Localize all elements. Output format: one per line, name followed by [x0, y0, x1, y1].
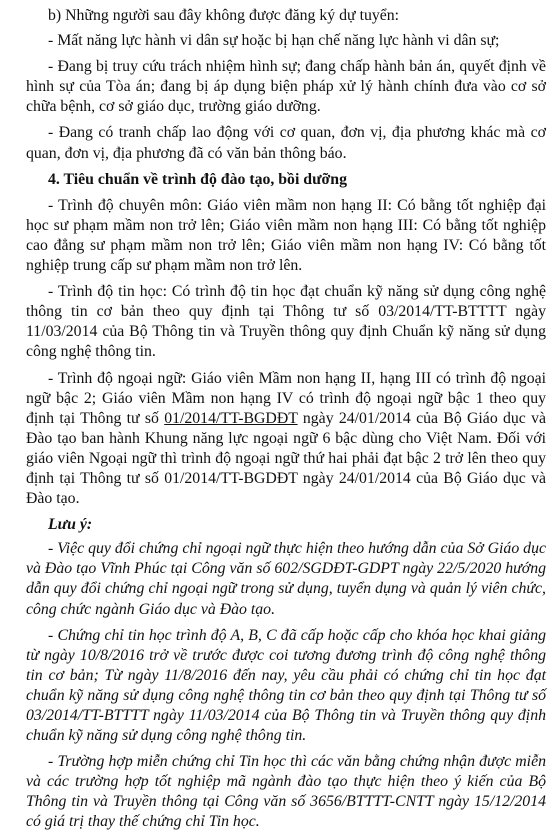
circular-reference-link[interactable]: 01/2014/TT-BGDĐT	[164, 409, 298, 427]
note-it-certificate: - Chứng chỉ tin học trình độ A, B, C đã cấp hoặc cấp cho khóa học khai giảng từ ngày 10/8/2016 trở về trước được coi tương đương trình độ công nghệ thông tin cơ bản; Từ ngày 11/8/2016 đến nay, yêu cầu phải có chứng chỉ tin học đạt chuẩn kỹ năng sử dụng công nghệ thông tin cơ bản theo quy định tại Thông tư số 03/2014/TT-BTTTT ngày 11/03/2014 của Bộ Thông tin và Truyền thông quy định chuẩn kỹ năng sử dụng công nghệ thông tin.	[26, 626, 546, 745]
paragraph-foreign-language	[26, 369, 546, 510]
notes-title: Lưu ý:	[48, 516, 93, 534]
paragraph-labor-dispute: - Đang có tranh chấp lao động với cơ quan, đơn vị, địa phương khác mà cơ quan, đơn vị, địa phương đã có văn bản thông báo.	[26, 124, 546, 162]
paragraph-professional-qualification: - Trình độ chuyên môn: Giáo viên mầm non hạng II: Có bằng tốt nghiệp đại học sư phạm mầm non trở lên; Giáo viên mầm non hạng III: Có bằng tốt nghiệp cao đẳng sư phạm mầm non trở lên; Giáo viên mầm non hạng IV: Có bằng tốt nghiệp trung cấp sư phạm mầm non trở lên.	[26, 196, 546, 275]
note-it-exemption: - Trường hợp miễn chứng chỉ Tin học thì các văn bằng chứng nhận được miễn và các trường hợp tốt nghiệp mã ngành đào tạo thực hiện theo ý kiến của Bộ Thông tin và Truyền thông tại Công văn số 3656/BTTTT-CNTT ngày 15/12/2014 có giá trị thay thế chứng chỉ Tin học.	[26, 753, 546, 831]
paragraph-criminal-liability: - Đang bị truy cứu trách nhiệm hình sự; đang chấp hành bản án, quyết định về hình sự của Tòa án; đang bị áp dụng biện pháp xử lý hành chính đưa vào cơ sở chữa bệnh, cơ sở giáo dục, trường giáo dưỡng.	[26, 58, 546, 116]
note-language-conversion: - Việc quy đổi chứng chỉ ngoại ngữ thực hiện theo hướng dẫn của Sở Giáo dục và Đào tạo Vĩnh Phúc tại Công văn số 602/SGDĐT-GDPT ngày 22/5/2020 hướng dẫn quy đổi chứng chỉ ngoại ngữ trong sử dụng, tuyển dụng và quản lý viên chức, công chức ngành Giáo dục và Đào tạo.	[26, 540, 546, 618]
paragraph-civil-capacity: - Mất năng lực hành vi dân sự hoặc bị hạn chế năng lực hành vi dân sự;	[48, 32, 500, 50]
foreign-language-text-end: ngày 24/01/2014 của Bộ Giáo dục và Đào tạo ban hành Khung năng lực ngoại ngữ 6 bậc dùng cho Việt Nam. Đối với giáo viên Ngoại ngữ thì trình độ ngoại ngữ thứ hai phải đạt bậc 2 trở lên theo quy định tại Thông tư số 01/2014/TT-BGDĐT ngày 24/01/2014 của Bộ Giáo dục và Đào tạo.	[26, 409, 546, 508]
foreign-language-text-start: - Trình độ ngoại ngữ: Giáo viên Mầm non hạng II, hạng III có trình độ ngoại ngữ bậc 2; Giáo viên Mầm non hạng IV có trình độ ngoại ngữ bậc 1 theo quy định tại Thông tư số	[26, 369, 546, 427]
paragraph-ineligible-intro: b) Những người sau đây không được đăng ký dự tuyển:	[48, 7, 400, 24]
section-4-heading: 4. Tiêu chuẩn về trình độ đào tạo, bồi dưỡng	[48, 170, 347, 188]
paragraph-it-qualification: - Trình độ tin học: Có trình độ tin học đạt chuẩn kỹ năng sử dụng công nghệ thông tin cơ bản theo quy định tại Thông tư số 03/2014/TT-BTTTT ngày 11/03/2014 của Bộ Thông tin và Truyền thông quy định Chuẩn kỹ năng sử dụng công nghệ thông tin.	[26, 283, 546, 361]
document-page	[26, 6, 546, 839]
